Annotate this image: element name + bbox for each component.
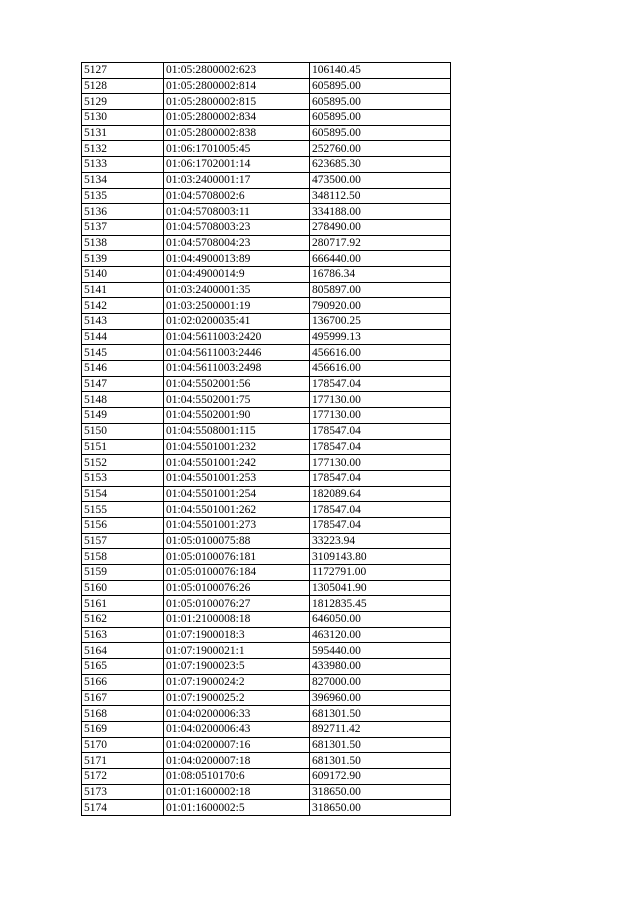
value-cell: 623685.30 bbox=[310, 157, 451, 173]
value-cell: 280717.92 bbox=[310, 235, 451, 251]
row-number-cell: 5146 bbox=[82, 361, 164, 377]
value-cell: 348112.50 bbox=[310, 188, 451, 204]
row-number-cell: 5136 bbox=[82, 204, 164, 220]
value-cell: 178547.04 bbox=[310, 517, 451, 533]
row-number-cell: 5139 bbox=[82, 251, 164, 267]
row-number-cell: 5134 bbox=[82, 172, 164, 188]
cadastral-number-cell: 01:04:4900014:9 bbox=[164, 266, 310, 282]
row-number-cell: 5154 bbox=[82, 486, 164, 502]
table-row bbox=[82, 282, 451, 298]
value-cell: 178547.04 bbox=[310, 423, 451, 439]
row-number-cell: 5138 bbox=[82, 235, 164, 251]
cadastral-number-cell: 01:04:0200007:18 bbox=[164, 753, 310, 769]
row-number-cell: 5135 bbox=[82, 188, 164, 204]
value-cell: 252760.00 bbox=[310, 141, 451, 157]
table-row bbox=[82, 235, 451, 251]
cadastral-number-cell: 01:04:5611003:2420 bbox=[164, 329, 310, 345]
value-cell: 178547.04 bbox=[310, 376, 451, 392]
table-row bbox=[82, 580, 451, 596]
table-row bbox=[82, 502, 451, 518]
table-row bbox=[82, 423, 451, 439]
value-cell: 178547.04 bbox=[310, 502, 451, 518]
cadastral-number-cell: 01:04:0200006:33 bbox=[164, 706, 310, 722]
table-row bbox=[82, 345, 451, 361]
value-cell: 495999.13 bbox=[310, 329, 451, 345]
row-number-cell: 5151 bbox=[82, 439, 164, 455]
table-row bbox=[82, 78, 451, 94]
row-number-cell: 5170 bbox=[82, 737, 164, 753]
cadastral-number-cell: 01:03:2400001:35 bbox=[164, 282, 310, 298]
value-cell: 456616.00 bbox=[310, 361, 451, 377]
table-row bbox=[82, 533, 451, 549]
cadastral-number-cell: 01:04:5501001:254 bbox=[164, 486, 310, 502]
table-row bbox=[82, 549, 451, 565]
value-cell: 33223.94 bbox=[310, 533, 451, 549]
cadastral-number-cell: 01:01:1600002:18 bbox=[164, 784, 310, 800]
table-row bbox=[82, 737, 451, 753]
table-row bbox=[82, 517, 451, 533]
value-cell: 177130.00 bbox=[310, 408, 451, 424]
table-row bbox=[82, 643, 451, 659]
cadastral-number-cell: 01:04:5502001:56 bbox=[164, 376, 310, 392]
table-row bbox=[82, 408, 451, 424]
table-row bbox=[82, 486, 451, 502]
value-cell: 681301.50 bbox=[310, 737, 451, 753]
cadastral-number-cell: 01:07:1900018:3 bbox=[164, 627, 310, 643]
cadastral-number-cell: 01:07:1900024:2 bbox=[164, 674, 310, 690]
value-cell: 318650.00 bbox=[310, 800, 451, 816]
table-row bbox=[82, 172, 451, 188]
row-number-cell: 5158 bbox=[82, 549, 164, 565]
row-number-cell: 5127 bbox=[82, 63, 164, 79]
row-number-cell: 5147 bbox=[82, 376, 164, 392]
table-row bbox=[82, 298, 451, 314]
row-number-cell: 5137 bbox=[82, 219, 164, 235]
cadastral-number-cell: 01:08:0510170:6 bbox=[164, 768, 310, 784]
value-cell: 318650.00 bbox=[310, 784, 451, 800]
cadastral-number-cell: 01:04:5508001:115 bbox=[164, 423, 310, 439]
value-cell: 106140.45 bbox=[310, 63, 451, 79]
table-row bbox=[82, 266, 451, 282]
cadastral-number-cell: 01:04:5708003:11 bbox=[164, 204, 310, 220]
row-number-cell: 5164 bbox=[82, 643, 164, 659]
table-row bbox=[82, 470, 451, 486]
cadastral-number-cell: 01:02:0200035:41 bbox=[164, 314, 310, 330]
table-row bbox=[82, 251, 451, 267]
table-row bbox=[82, 125, 451, 141]
table-row bbox=[82, 455, 451, 471]
value-cell: 473500.00 bbox=[310, 172, 451, 188]
cadastral-number-cell: 01:05:0100075:88 bbox=[164, 533, 310, 549]
row-number-cell: 5150 bbox=[82, 423, 164, 439]
table-row bbox=[82, 376, 451, 392]
row-number-cell: 5153 bbox=[82, 470, 164, 486]
cadastral-number-cell: 01:03:2400001:17 bbox=[164, 172, 310, 188]
table-row bbox=[82, 63, 451, 79]
cadastral-number-cell: 01:05:0100076:184 bbox=[164, 565, 310, 581]
table-row bbox=[82, 753, 451, 769]
value-cell: 681301.50 bbox=[310, 753, 451, 769]
cadastral-number-cell: 01:04:5708002:6 bbox=[164, 188, 310, 204]
cadastral-number-cell: 01:04:5501001:253 bbox=[164, 470, 310, 486]
row-number-cell: 5152 bbox=[82, 455, 164, 471]
cadastral-number-cell: 01:06:1701005:45 bbox=[164, 141, 310, 157]
cadastral-number-cell: 01:04:5501001:273 bbox=[164, 517, 310, 533]
table-row bbox=[82, 141, 451, 157]
table-row bbox=[82, 800, 451, 816]
row-number-cell: 5156 bbox=[82, 517, 164, 533]
row-number-cell: 5142 bbox=[82, 298, 164, 314]
table-row bbox=[82, 565, 451, 581]
value-cell: 605895.00 bbox=[310, 94, 451, 110]
row-number-cell: 5174 bbox=[82, 800, 164, 816]
value-cell: 334188.00 bbox=[310, 204, 451, 220]
table-row bbox=[82, 188, 451, 204]
cadastral-number-cell: 01:04:5708004:23 bbox=[164, 235, 310, 251]
cadastral-number-cell: 01:03:2500001:19 bbox=[164, 298, 310, 314]
row-number-cell: 5133 bbox=[82, 157, 164, 173]
cadastral-number-cell: 01:05:0100076:26 bbox=[164, 580, 310, 596]
table-row bbox=[82, 94, 451, 110]
table-row bbox=[82, 768, 451, 784]
table-row bbox=[82, 706, 451, 722]
cadastral-number-cell: 01:04:5708003:23 bbox=[164, 219, 310, 235]
cadastral-number-cell: 01:04:5611003:2498 bbox=[164, 361, 310, 377]
value-cell: 1305041.90 bbox=[310, 580, 451, 596]
records-table bbox=[81, 62, 451, 816]
row-number-cell: 5143 bbox=[82, 314, 164, 330]
row-number-cell: 5140 bbox=[82, 266, 164, 282]
value-cell: 609172.90 bbox=[310, 768, 451, 784]
row-number-cell: 5159 bbox=[82, 565, 164, 581]
row-number-cell: 5144 bbox=[82, 329, 164, 345]
row-number-cell: 5173 bbox=[82, 784, 164, 800]
cadastral-number-cell: 01:05:0100076:27 bbox=[164, 596, 310, 612]
table-row bbox=[82, 157, 451, 173]
cadastral-number-cell: 01:04:5501001:232 bbox=[164, 439, 310, 455]
value-cell: 433980.00 bbox=[310, 659, 451, 675]
row-number-cell: 5166 bbox=[82, 674, 164, 690]
table-row bbox=[82, 314, 451, 330]
value-cell: 1172791.00 bbox=[310, 565, 451, 581]
value-cell: 178547.04 bbox=[310, 470, 451, 486]
row-number-cell: 5149 bbox=[82, 408, 164, 424]
table-row bbox=[82, 612, 451, 628]
cadastral-number-cell: 01:04:4900013:89 bbox=[164, 251, 310, 267]
value-cell: 666440.00 bbox=[310, 251, 451, 267]
cadastral-number-cell: 01:04:0200006:43 bbox=[164, 721, 310, 737]
table-row bbox=[82, 361, 451, 377]
value-cell: 790920.00 bbox=[310, 298, 451, 314]
row-number-cell: 5145 bbox=[82, 345, 164, 361]
cadastral-number-cell: 01:05:2800002:834 bbox=[164, 110, 310, 126]
value-cell: 463120.00 bbox=[310, 627, 451, 643]
value-cell: 805897.00 bbox=[310, 282, 451, 298]
row-number-cell: 5130 bbox=[82, 110, 164, 126]
value-cell: 3109143.80 bbox=[310, 549, 451, 565]
cadastral-number-cell: 01:04:5502001:75 bbox=[164, 392, 310, 408]
row-number-cell: 5161 bbox=[82, 596, 164, 612]
row-number-cell: 5132 bbox=[82, 141, 164, 157]
table-row bbox=[82, 659, 451, 675]
cadastral-number-cell: 01:04:5501001:262 bbox=[164, 502, 310, 518]
row-number-cell: 5155 bbox=[82, 502, 164, 518]
value-cell: 605895.00 bbox=[310, 78, 451, 94]
cadastral-number-cell: 01:05:0100076:181 bbox=[164, 549, 310, 565]
cadastral-number-cell: 01:01:2100008:18 bbox=[164, 612, 310, 628]
value-cell: 892711.42 bbox=[310, 721, 451, 737]
row-number-cell: 5163 bbox=[82, 627, 164, 643]
cadastral-number-cell: 01:05:2800002:815 bbox=[164, 94, 310, 110]
value-cell: 1812835.45 bbox=[310, 596, 451, 612]
cadastral-number-cell: 01:05:2800002:814 bbox=[164, 78, 310, 94]
value-cell: 396960.00 bbox=[310, 690, 451, 706]
row-number-cell: 5172 bbox=[82, 768, 164, 784]
cadastral-number-cell: 01:04:0200007:16 bbox=[164, 737, 310, 753]
value-cell: 605895.00 bbox=[310, 125, 451, 141]
row-number-cell: 5171 bbox=[82, 753, 164, 769]
row-number-cell: 5169 bbox=[82, 721, 164, 737]
value-cell: 16786.34 bbox=[310, 266, 451, 282]
table-row bbox=[82, 439, 451, 455]
value-cell: 177130.00 bbox=[310, 392, 451, 408]
table-row bbox=[82, 329, 451, 345]
value-cell: 646050.00 bbox=[310, 612, 451, 628]
value-cell: 605895.00 bbox=[310, 110, 451, 126]
table-row bbox=[82, 110, 451, 126]
cadastral-number-cell: 01:05:2800002:838 bbox=[164, 125, 310, 141]
value-cell: 278490.00 bbox=[310, 219, 451, 235]
row-number-cell: 5128 bbox=[82, 78, 164, 94]
row-number-cell: 5165 bbox=[82, 659, 164, 675]
value-cell: 136700.25 bbox=[310, 314, 451, 330]
table-row bbox=[82, 721, 451, 737]
cadastral-number-cell: 01:04:5502001:90 bbox=[164, 408, 310, 424]
table-row bbox=[82, 392, 451, 408]
table-row bbox=[82, 674, 451, 690]
row-number-cell: 5157 bbox=[82, 533, 164, 549]
cadastral-number-cell: 01:01:1600002:5 bbox=[164, 800, 310, 816]
table-row bbox=[82, 596, 451, 612]
table-row bbox=[82, 784, 451, 800]
row-number-cell: 5168 bbox=[82, 706, 164, 722]
cadastral-number-cell: 01:04:5501001:242 bbox=[164, 455, 310, 471]
row-number-cell: 5148 bbox=[82, 392, 164, 408]
value-cell: 681301.50 bbox=[310, 706, 451, 722]
row-number-cell: 5160 bbox=[82, 580, 164, 596]
table-row bbox=[82, 219, 451, 235]
row-number-cell: 5162 bbox=[82, 612, 164, 628]
row-number-cell: 5167 bbox=[82, 690, 164, 706]
table-row bbox=[82, 204, 451, 220]
row-number-cell: 5141 bbox=[82, 282, 164, 298]
cadastral-number-cell: 01:04:5611003:2446 bbox=[164, 345, 310, 361]
cadastral-number-cell: 01:07:1900023:5 bbox=[164, 659, 310, 675]
records-table-body bbox=[82, 63, 451, 816]
cadastral-number-cell: 01:07:1900021:1 bbox=[164, 643, 310, 659]
cadastral-number-cell: 01:06:1702001:14 bbox=[164, 157, 310, 173]
value-cell: 177130.00 bbox=[310, 455, 451, 471]
value-cell: 182089.64 bbox=[310, 486, 451, 502]
row-number-cell: 5129 bbox=[82, 94, 164, 110]
table-row bbox=[82, 627, 451, 643]
value-cell: 456616.00 bbox=[310, 345, 451, 361]
value-cell: 178547.04 bbox=[310, 439, 451, 455]
cadastral-number-cell: 01:05:2800002:623 bbox=[164, 63, 310, 79]
table-row bbox=[82, 690, 451, 706]
row-number-cell: 5131 bbox=[82, 125, 164, 141]
value-cell: 595440.00 bbox=[310, 643, 451, 659]
value-cell: 827000.00 bbox=[310, 674, 451, 690]
cadastral-number-cell: 01:07:1900025:2 bbox=[164, 690, 310, 706]
